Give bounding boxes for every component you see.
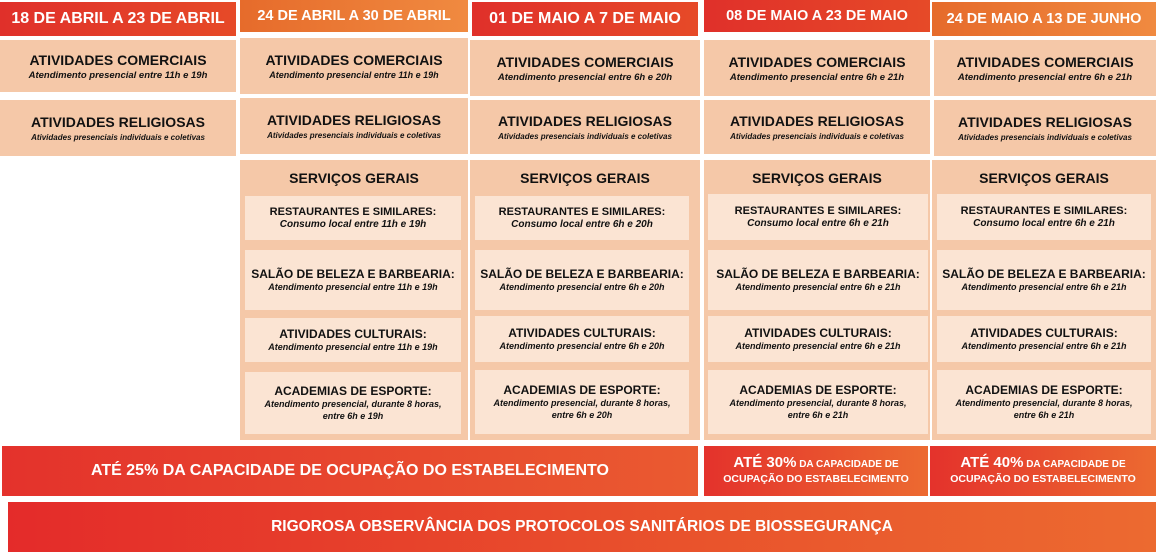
academias-title: ACADEMIAS DE ESPORTE: — [965, 383, 1123, 397]
culturais-title: ATIVIDADES CULTURAIS: — [508, 326, 656, 340]
servicos-title: SERVIÇOS GERAIS — [979, 170, 1109, 186]
servicos-title: SERVIÇOS GERAIS — [520, 170, 650, 186]
salao-subtitle: Atendimento presencial entre 6h e 21h — [961, 282, 1127, 292]
comerciais-subtitle: Atendimento presencial entre 11h e 19h — [269, 69, 439, 80]
restaurantes-subtitle: Consumo local entre 6h e 20h — [511, 219, 653, 230]
culturais-box — [475, 316, 689, 362]
comerciais-subtitle: Atendimento presencial entre 6h e 21h — [729, 71, 905, 83]
footer-text: RIGOROSA OBSERVÂNCIA DOS PROTOCOLOS SANITÁRIOS DE BIOSSEGURANÇA — [271, 518, 893, 535]
culturais-title: ATIVIDADES CULTURAIS: — [279, 327, 427, 341]
comerciais-box-2 — [240, 38, 468, 94]
salao-box — [708, 250, 928, 310]
comerciais-box-4 — [704, 40, 930, 96]
religiosas-subtitle: Atividades presenciais individuais e coletivas — [958, 132, 1132, 142]
salao-title: SALÃO DE BELEZA E BARBEARIA: — [480, 267, 684, 281]
salao-box — [245, 250, 461, 310]
comerciais-title: ATIVIDADES COMERCIAIS — [496, 53, 674, 70]
capacity-25-text: ATÉ 25% DA CAPACIDADE DE OCUPAÇÃO DO ESTABELECIMENTO — [91, 462, 609, 479]
restaurantes-subtitle: Consumo local entre 6h e 21h — [973, 218, 1115, 229]
capacity-30-percent: ATÉ 30% — [733, 454, 797, 471]
academias-subtitle-line1: Atendimento presencial, durante 8 horas, — [264, 399, 442, 409]
capacity-30-line2: OCUPAÇÃO DO ESTABELECIMENTO — [723, 473, 909, 485]
culturais-subtitle: Atendimento presencial entre 11h e 19h — [268, 342, 438, 352]
academias-title: ACADEMIAS DE ESPORTE: — [503, 383, 661, 397]
salao-subtitle: Atendimento presencial entre 6h e 21h — [735, 282, 901, 292]
religiosas-box-3 — [470, 100, 700, 154]
restaurantes-box — [708, 194, 928, 240]
servicos-panel-4 — [704, 160, 930, 440]
religiosas-subtitle: Atividades presenciais individuais e coletivas — [267, 130, 441, 140]
restaurantes-box — [937, 194, 1151, 240]
academias-box — [475, 370, 689, 434]
academias-subtitle-line2: entre 6h e 20h — [551, 410, 613, 420]
restaurantes-subtitle: Consumo local entre 6h e 21h — [747, 218, 889, 229]
culturais-title: ATIVIDADES CULTURAIS: — [744, 326, 892, 340]
capacity-30-line1 — [733, 456, 898, 472]
religiosas-title: ATIVIDADES RELIGIOSAS — [31, 113, 205, 130]
religiosas-title: ATIVIDADES RELIGIOSAS — [498, 112, 672, 129]
capacity-40-line1 — [960, 456, 1125, 472]
servicos-title: SERVIÇOS GERAIS — [289, 170, 419, 186]
restaurantes-title: RESTAURANTES E SIMILARES: — [498, 206, 666, 218]
salao-box — [937, 250, 1151, 310]
culturais-box — [708, 316, 928, 362]
salao-title: SALÃO DE BELEZA E BARBEARIA: — [716, 267, 920, 281]
period-header-4: 08 DE MAIO A 23 DE MAIO — [704, 0, 930, 32]
religiosas-subtitle: Atividades presenciais individuais e coletivas — [31, 132, 205, 142]
comerciais-subtitle: Atendimento presencial entre 11h e 19h — [28, 69, 208, 81]
religiosas-title: ATIVIDADES RELIGIOSAS — [958, 113, 1132, 130]
period-header-5: 24 DE MAIO A 13 DE JUNHO — [932, 2, 1156, 36]
servicos-panel-2 — [240, 160, 468, 440]
biosafety-footer — [8, 502, 1156, 552]
restaurantes-title: RESTAURANTES E SIMILARES: — [734, 205, 902, 217]
capacity-40-percent: ATÉ 40% — [960, 454, 1024, 471]
capacity-30-banner — [704, 446, 928, 496]
period-header-2: 24 DE ABRIL A 30 DE ABRIL — [240, 0, 468, 32]
restaurantes-title: RESTAURANTES E SIMILARES: — [960, 205, 1128, 217]
period-header-1: 18 DE ABRIL A 23 DE ABRIL — [0, 2, 236, 36]
religiosas-subtitle: Atividades presenciais individuais e coletivas — [498, 131, 672, 141]
period-header-3: 01 DE MAIO A 7 DE MAIO — [472, 2, 698, 36]
servicos-title: SERVIÇOS GERAIS — [752, 170, 882, 186]
capacity-25-banner — [2, 446, 698, 496]
academias-subtitle-line1: Atendimento presencial, durante 8 horas, — [729, 398, 907, 408]
comerciais-subtitle: Atendimento presencial entre 6h e 20h — [497, 71, 673, 83]
academias-box — [937, 370, 1151, 434]
salao-subtitle: Atendimento presencial entre 6h e 20h — [499, 282, 665, 292]
servicos-panel-5 — [932, 160, 1156, 440]
salao-subtitle: Atendimento presencial entre 11h e 19h — [268, 282, 438, 292]
capacity-30-rest: DA CAPACIDADE DE — [799, 459, 899, 470]
comerciais-title: ATIVIDADES COMERCIAIS — [265, 51, 443, 68]
academias-subtitle-line2: entre 6h e 19h — [322, 411, 384, 421]
religiosas-box-4 — [704, 100, 930, 154]
salao-title: SALÃO DE BELEZA E BARBEARIA: — [251, 267, 455, 281]
comerciais-title: ATIVIDADES COMERCIAIS — [728, 53, 906, 70]
restaurantes-box — [245, 196, 461, 240]
capacity-40-rest: DA CAPACIDADE DE — [1026, 459, 1126, 470]
academias-subtitle-line2: entre 6h e 21h — [787, 410, 849, 420]
religiosas-box-2 — [240, 98, 468, 154]
religiosas-subtitle: Atividades presenciais individuais e coletivas — [730, 131, 904, 141]
comerciais-box-3 — [470, 40, 700, 96]
capacity-40-banner — [930, 446, 1156, 496]
academias-box — [708, 370, 928, 434]
salao-title: SALÃO DE BELEZA E BARBEARIA: — [942, 267, 1146, 281]
comerciais-title: ATIVIDADES COMERCIAIS — [29, 51, 207, 68]
restaurantes-subtitle: Consumo local entre 11h e 19h — [279, 219, 427, 230]
culturais-box — [245, 318, 461, 362]
capacity-40-line2: OCUPAÇÃO DO ESTABELECIMENTO — [950, 473, 1136, 485]
comerciais-box-5 — [934, 40, 1156, 96]
academias-title: ACADEMIAS DE ESPORTE: — [739, 383, 897, 397]
culturais-subtitle: Atendimento presencial entre 6h e 21h — [735, 341, 901, 351]
comerciais-title: ATIVIDADES COMERCIAIS — [956, 53, 1134, 70]
religiosas-box-1 — [0, 100, 236, 156]
religiosas-box-5 — [934, 100, 1156, 156]
academias-box — [245, 372, 461, 434]
culturais-subtitle: Atendimento presencial entre 6h e 20h — [499, 341, 665, 351]
comerciais-subtitle: Atendimento presencial entre 6h e 21h — [957, 71, 1133, 83]
servicos-panel-3 — [470, 160, 700, 440]
culturais-subtitle: Atendimento presencial entre 6h e 21h — [961, 341, 1127, 351]
academias-subtitle-line1: Atendimento presencial, durante 8 horas, — [955, 398, 1133, 408]
culturais-title: ATIVIDADES CULTURAIS: — [970, 326, 1118, 340]
restaurantes-title: RESTAURANTES E SIMILARES: — [269, 206, 437, 218]
academias-subtitle-line1: Atendimento presencial, durante 8 horas, — [493, 398, 671, 408]
culturais-box — [937, 316, 1151, 362]
comerciais-box-1 — [0, 40, 236, 92]
restaurantes-box — [475, 196, 689, 240]
religiosas-title: ATIVIDADES RELIGIOSAS — [730, 112, 904, 129]
religiosas-title: ATIVIDADES RELIGIOSAS — [267, 111, 441, 128]
salao-box — [475, 250, 689, 310]
academias-title: ACADEMIAS DE ESPORTE: — [274, 384, 432, 398]
academias-subtitle-line2: entre 6h e 21h — [1013, 410, 1075, 420]
